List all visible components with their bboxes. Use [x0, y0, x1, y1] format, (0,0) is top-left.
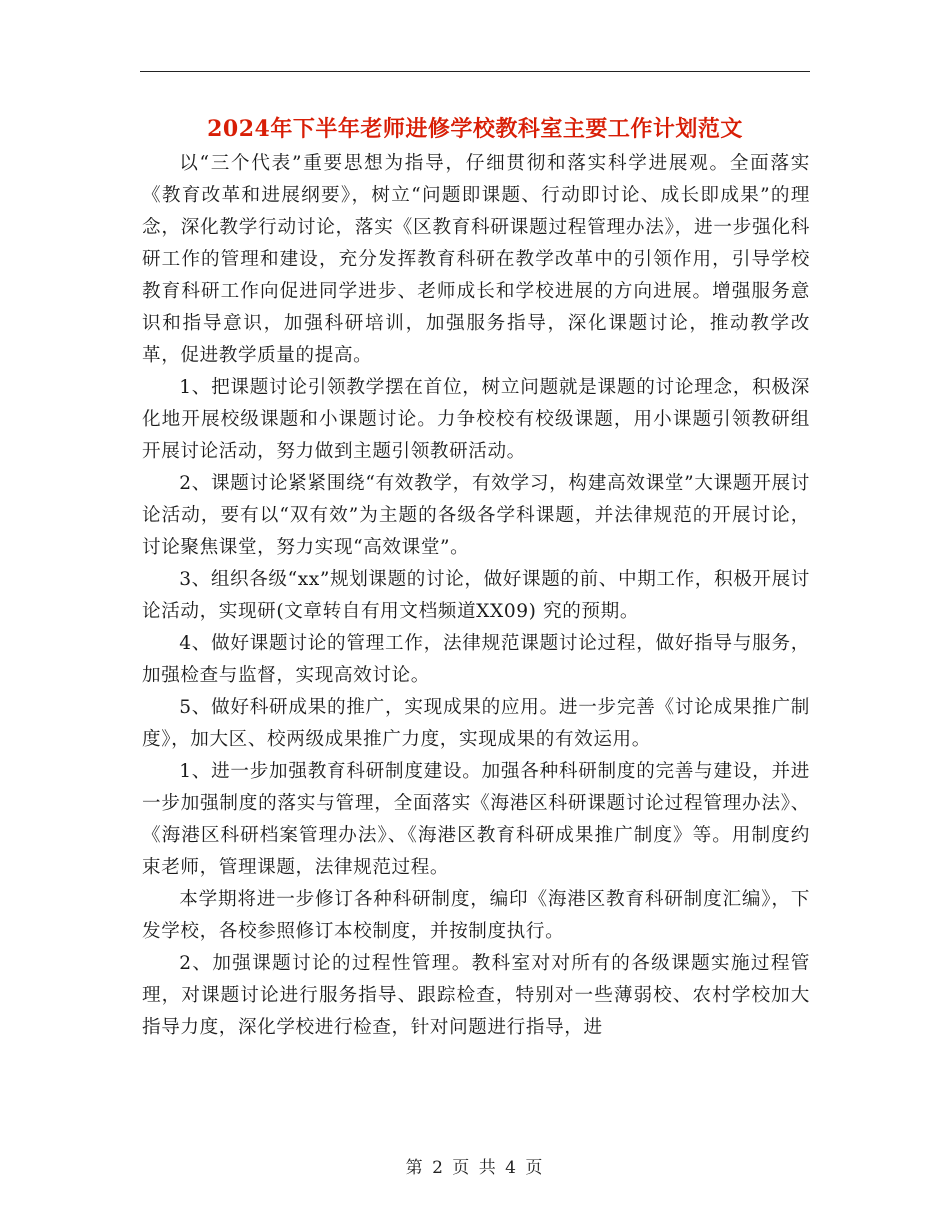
paragraph-item-1: 1、把课题讨论引领教学摆在首位，树立问题就是课题的讨论理念，积极深化地开展校级课题和小课题讨论。力争校校有校级课题，用小课题引领教研组开展讨论活动，努力做到主题引领教研活动。	[142, 377, 810, 462]
paragraph-system-1: 1、进一步加强教育科研制度建设。加强各种科研制度的完善与建设，并进一步加强制度的落实与管理，全面落实《海港区科研课题讨论过程管理办法》、《海港区科研档案管理办法》、《海港区教育科研成果推广制度》等。用制度约束老师，管理课题，法律规范过程。	[142, 761, 810, 878]
paragraph-system-note: 本学期将进一步修订各种科研制度，编印《海港区教育科研制度汇编》，下发学校，各校参照修订本校制度，并按制度执行。	[142, 889, 810, 942]
paragraph-item-4: 4、做好课题讨论的管理工作，法律规范课题讨论过程，做好指导与服务，加强检查与监督，实现高效讨论。	[142, 633, 810, 686]
document-body	[142, 148, 810, 1044]
paragraph-system-2: 2、加强课题讨论的过程性管理。教科室对对所有的各级课题实施过程管理，对课题讨论进行服务指导、跟踪检查，特别对一些薄弱校、农村学校加大指导力度，深化学校进行检查，针对问题进行指导，进	[142, 953, 810, 1038]
header-rule	[140, 71, 810, 72]
paragraph-item-5: 5、做好科研成果的推广，实现成果的应用。进一步完善《讨论成果推广制度》，加大区、校两级成果推广力度，实现成果的有效运用。	[142, 697, 810, 750]
paragraph-item-3: 3、组织各级“xx”规划课题的讨论，做好课题的前、中期工作，积极开展讨论活动，实现研(文章转自有用文档频道XX09) 究的预期。	[142, 569, 810, 622]
paragraph-item-2: 2、课题讨论紧紧围绕“有效教学，有效学习，构建高效课堂”大课题开展讨论活动，要有以“双有效”为主题的各级各学科课题，并法律规范的开展讨论，讨论聚焦课堂，努力实现“高效课堂”。	[142, 473, 810, 558]
paragraph-intro: 以“三个代表”重要思想为指导，仔细贯彻和落实科学进展观。全面落实《教育改革和进展纲要》，树立“问题即课题、行动即讨论、成长即成果”的理念，深化教学行动讨论，落实《区教育科研课题过程管理办法》，进一步强化科研工作的管理和建设，充分发挥教育科研在教学改革中的引领作用，引导学校教育科研工作向促进同学进步、老师成长和学校进展的方向进展。增强服务意识和指导意识，加强科研培训，加强服务指导，深化课题讨论，推动教学改革，促进教学质量的提高。	[142, 153, 810, 366]
page-footer: 第 2 页 共 4 页	[405, 1158, 545, 1178]
document-title: 2024年下半年老师进修学校教科室主要工作计划范文	[207, 116, 743, 142]
